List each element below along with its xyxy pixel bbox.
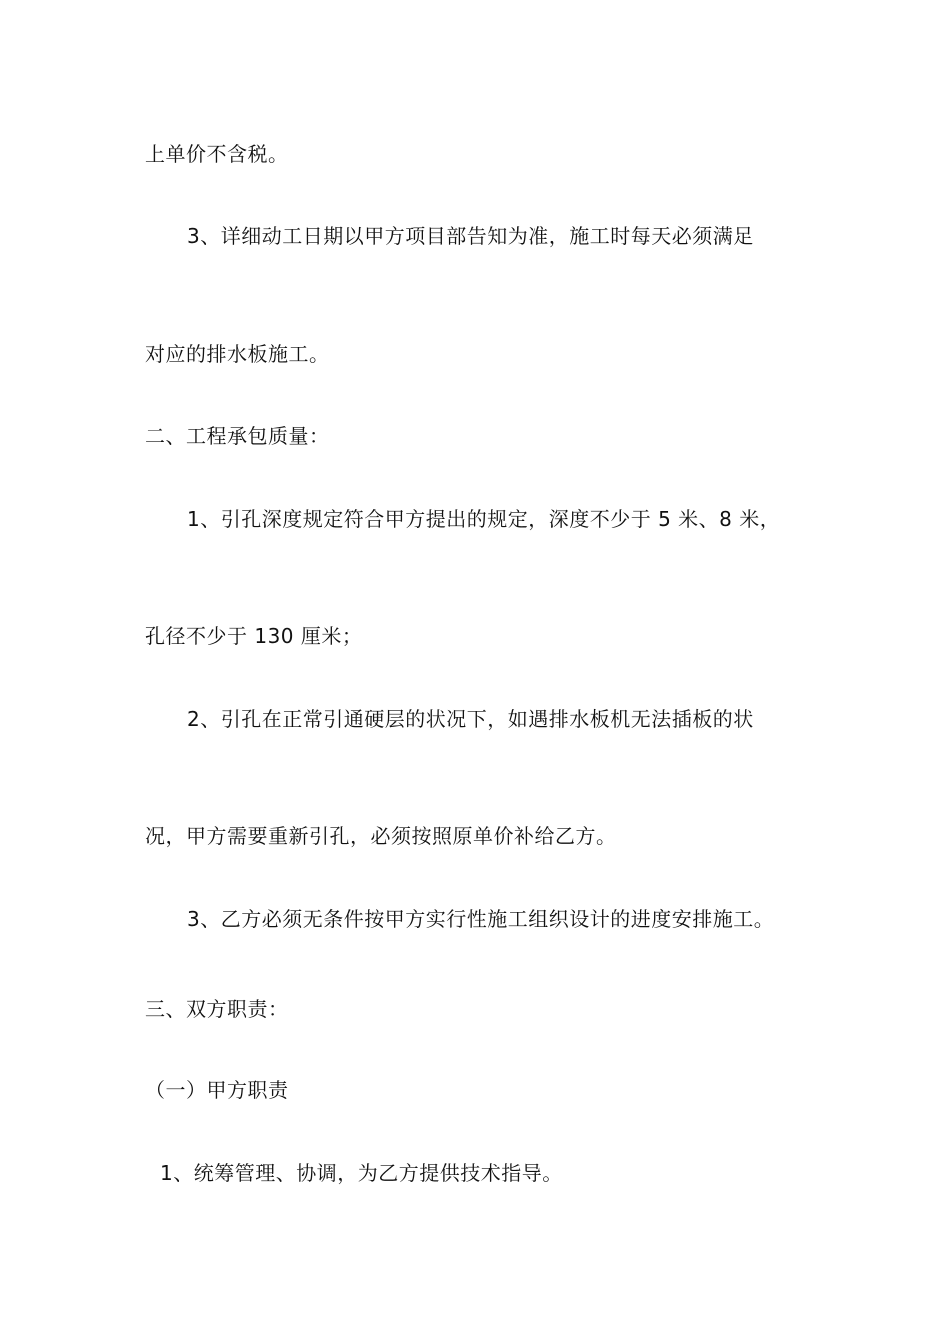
paragraph-line: 上单价不含税。: [145, 142, 289, 166]
paragraph-line: 3、乙方必须无条件按甲方实行性施工组织设计的进度安排施工。: [187, 907, 775, 931]
paragraph-line: 3、详细动工日期以甲方项目部告知为准，施工时每天必须满足: [187, 224, 754, 248]
paragraph-line: 1、统筹管理、协调，为乙方提供技术指导。: [160, 1161, 563, 1185]
section-heading: 二、工程承包质量：: [145, 424, 330, 448]
paragraph-line: 孔径不少于 130 厘米；: [145, 624, 363, 648]
paragraph-line: 2、引孔在正常引通硬层的状况下，如遇排水板机无法插板的状: [187, 707, 754, 731]
subsection-heading: （一）甲方职责: [145, 1078, 289, 1102]
section-heading: 三、双方职责：: [145, 997, 289, 1021]
paragraph-line: 1、引孔深度规定符合甲方提出的规定，深度不少于 5 米、8 米，: [187, 507, 781, 531]
paragraph-line: 对应的排水板施工。: [145, 342, 330, 366]
paragraph-line: 况，甲方需要重新引孔，必须按照原单价补给乙方。: [145, 824, 617, 848]
